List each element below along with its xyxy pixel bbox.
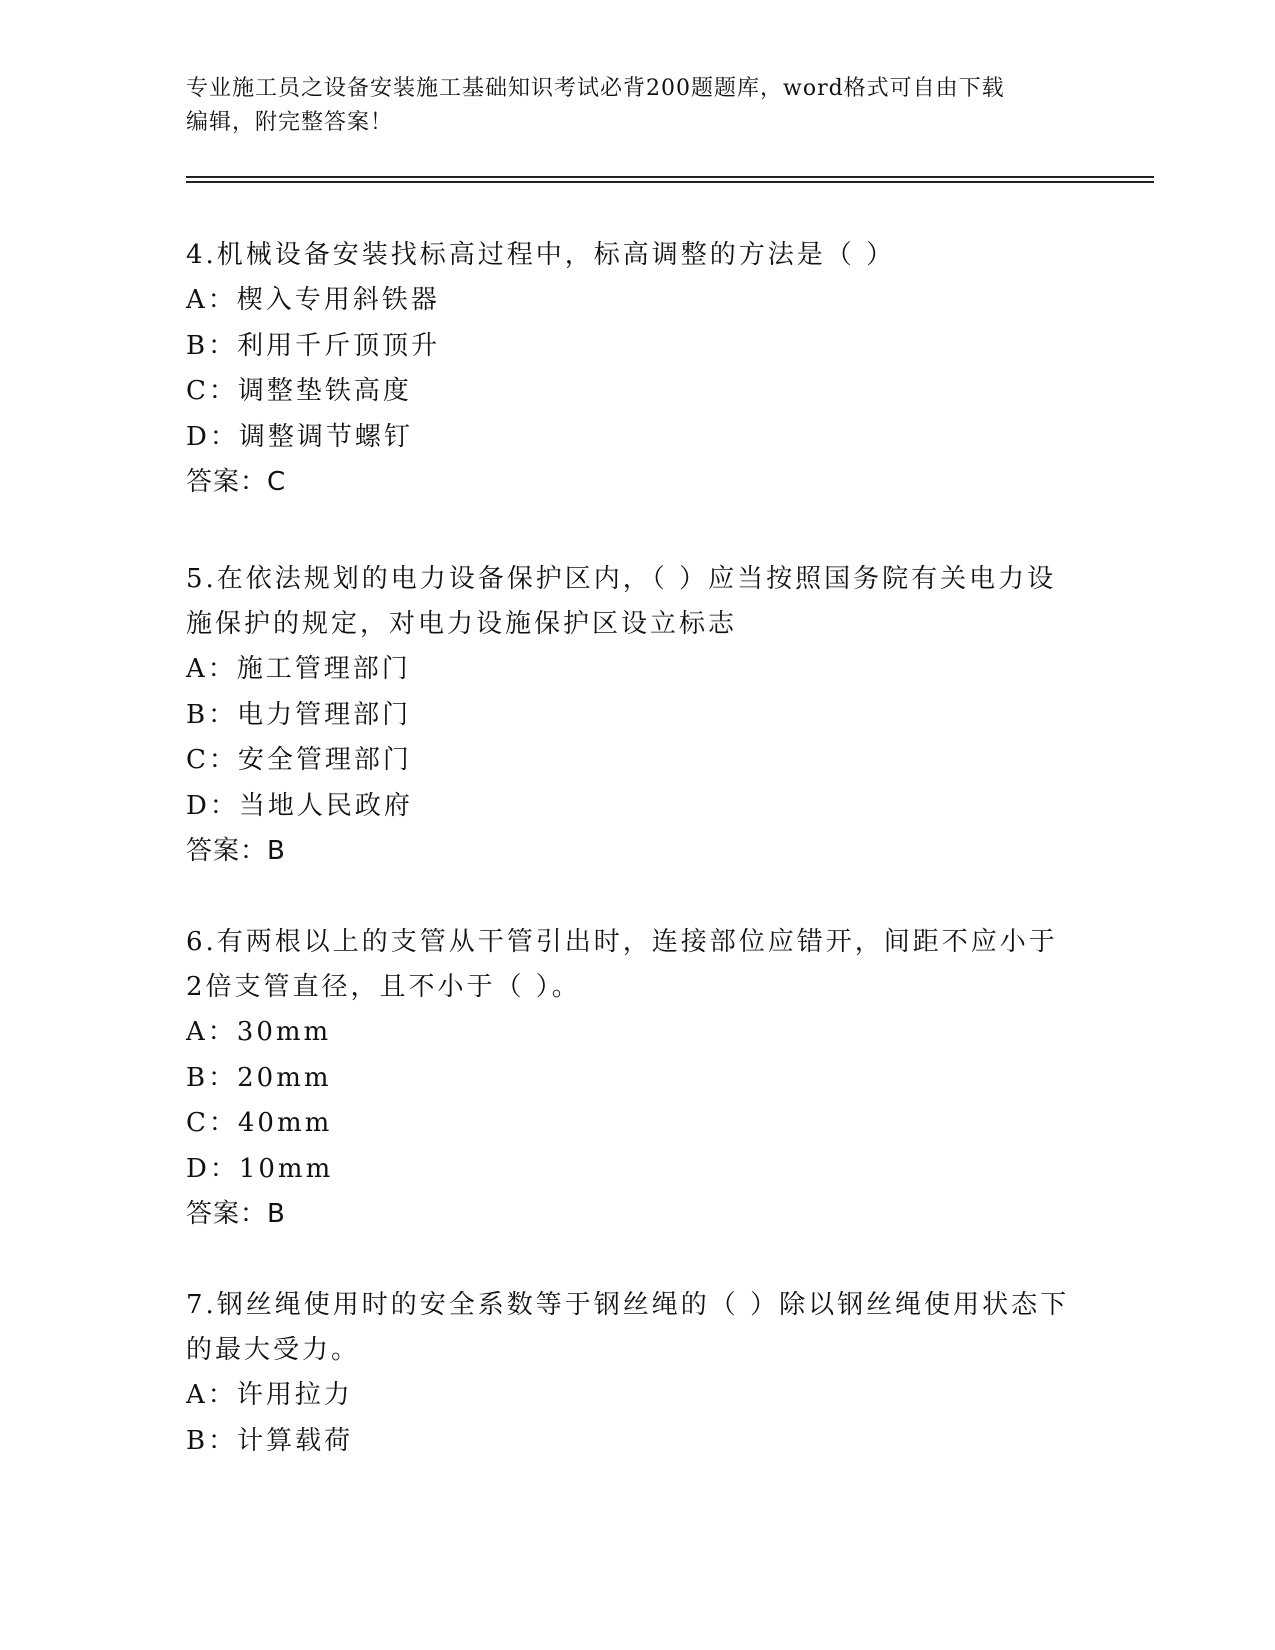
- option-d: D：当地人民政府: [186, 790, 413, 821]
- option-d: D：10mm: [186, 1153, 334, 1184]
- header-divider-bottom: [186, 181, 1154, 183]
- option-b: B：电力管理部门: [186, 699, 412, 730]
- header-divider-top: [186, 176, 1154, 178]
- option-d: D：调整调节螺钉: [186, 421, 413, 452]
- question-text-line-2: 施保护的规定，对电力设施保护区设立标志: [186, 609, 738, 639]
- option-c: C：40mm: [186, 1108, 333, 1138]
- question-text-line-1: 7.钢丝绳使用时的安全系数等于钢丝绳的（ ）除以钢丝绳使用状态下: [186, 1290, 1070, 1320]
- question-6: [186, 920, 1086, 1237]
- document-header: [186, 72, 1066, 140]
- answer: 答案：B: [186, 1199, 286, 1229]
- option-a: A：30mm: [186, 1017, 332, 1047]
- question-text-line-1: 6.有两根以上的支管从干管引出时，连接部位应错开，间距不应小于: [186, 927, 1058, 957]
- question-text-line-2: 的最大受力。: [186, 1335, 361, 1365]
- question-text: 4.机械设备安装找标高过程中，标高调整的方法是（ ）: [186, 240, 896, 270]
- option-a: A：楔入专用斜铁器: [186, 285, 440, 315]
- header-line-1: 专业施工员之设备安装施工基础知识考试必背200题题库，word格式可自由下载: [186, 76, 1005, 101]
- option-b: B：计算载荷: [186, 1425, 354, 1456]
- question-4: [186, 233, 1086, 505]
- option-b: B：利用千斤顶顶升: [186, 330, 441, 361]
- option-c: C：调整垫铁高度: [186, 376, 412, 406]
- answer: 答案：C: [186, 467, 287, 497]
- question-7: [186, 1283, 1086, 1464]
- option-b: B：20mm: [186, 1062, 332, 1093]
- answer: 答案：B: [186, 836, 286, 866]
- option-c: C：安全管理部门: [186, 745, 412, 775]
- question-text-line-1: 5.在依法规划的电力设备保护区内，（ ）应当按照国务院有关电力设: [186, 564, 1057, 594]
- question-text-line-2: 2倍支管直径，且不小于（ ）。: [186, 972, 581, 1002]
- question-5: [186, 557, 1086, 874]
- option-a: A：施工管理部门: [186, 654, 411, 684]
- option-a: A：许用拉力: [186, 1380, 353, 1410]
- header-line-2: 编辑，附完整答案！: [186, 110, 394, 135]
